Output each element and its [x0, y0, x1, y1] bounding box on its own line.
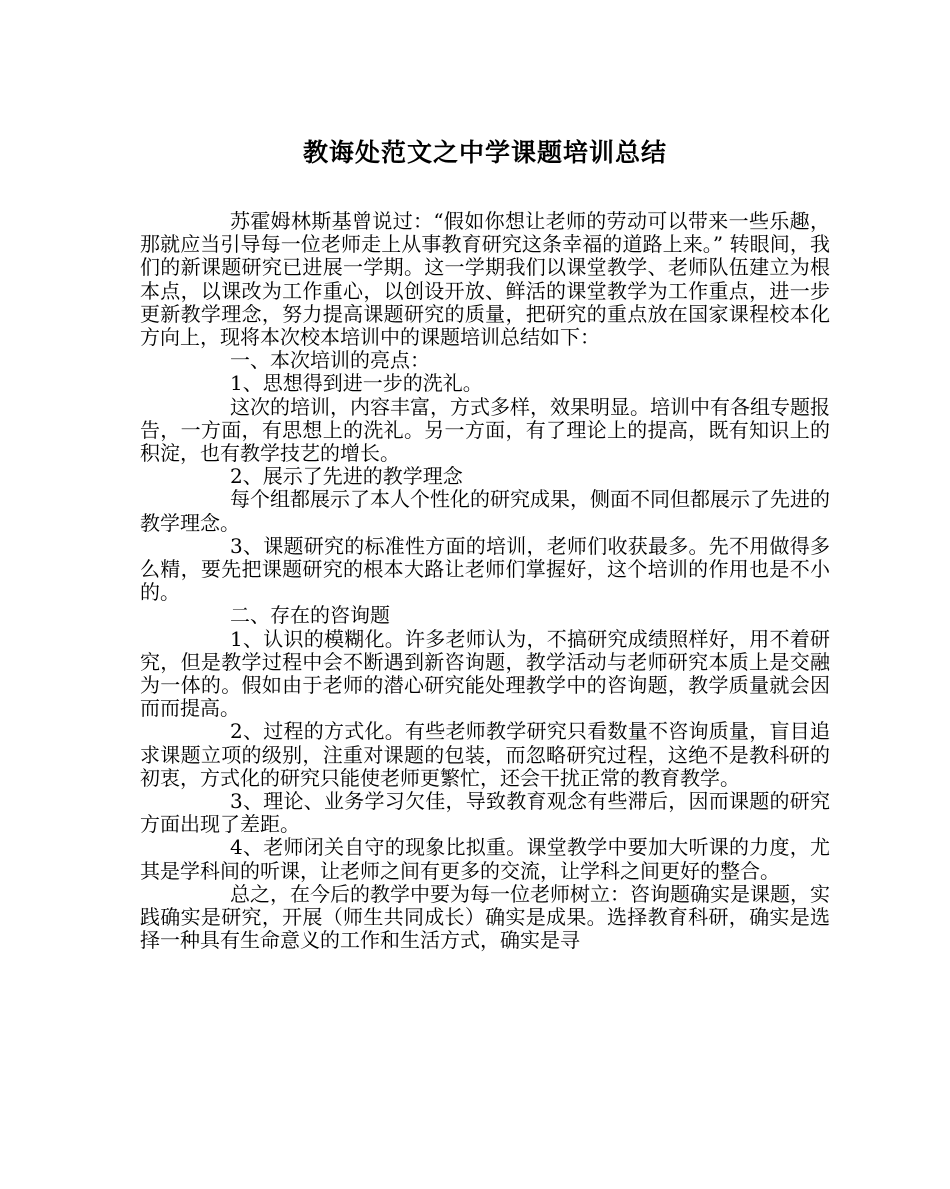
problem-item-3: 3、理论、业务学习欠佳，导致教育观念有些滞后，因而课题的研究方面出现了差距。 [140, 789, 830, 837]
highlight-item-2-heading: 2、展示了先进的教学理念 [230, 464, 463, 489]
highlight-item-1-body: 这次的培训，内容丰富，方式多样，效果明显。培训中有各组专题报告，一方面，有思想上的洗礼。另一方面，有了理论上的提高，既有知识上的积淀，也有教学技艺的增长。 [140, 394, 830, 466]
highlight-item-3: 3、课题研究的标准性方面的培训，老师们收获最多。先不用做得多么精，要先把课题研究的根本大路让老师们掌握好，这个培训的作用也是不小的。 [140, 533, 830, 605]
document-title: 教诲处范文之中学课题培训总结 [302, 138, 667, 167]
problem-item-2: 2、过程的方式化。有些老师教学研究只看数量不咨询质量，盲目追求课题立项的级别，注重对课题的包装，而忽略研究过程，这绝不是教科研的初衷，方式化的研究只能使老师更繁忙，还会干扰正常的教育教学。 [140, 719, 830, 790]
highlight-item-2-body: 每个组都展示了本人个性化的研究成果，侧面不同但都展示了先进的教学理念。 [140, 487, 830, 535]
intro-paragraph: 苏霍姆林斯基曾说过：“假如你想让老师的劳动可以带来一些乐趣，那就应当引导每一位老师走上从事教育研究这条幸福的道路上来。” 转眼间，我们的新课题研究已进展一学期。这一学期我们以课堂教学、老师队伍建立为根本点，以课改为工作重心，以创设开放、鲜活的课堂教学为工作重点，进一步更新教学理念，努力提高课题研究的质量，把研究的重点放在国家课程校本化方向上，现将本次校本培训中的课题培训总结如下： [140, 209, 830, 350]
section-heading-problems: 二、存在的咨询题 [230, 603, 390, 628]
document-body [140, 210, 830, 953]
document-page [140, 134, 830, 953]
conclusion-paragraph: 总之，在今后的教学中要为每一位老师树立：咨询题确实是课题，实践确实是研究，开展（师生共同成长）确实是成果。选择教育科研，确实是选择一种具有生命意义的工作和生活方式，确实是寻 [140, 881, 830, 953]
problem-item-1: 1、认识的模糊化。许多老师认为，不搞研究成绩照样好，用不着研究，但是教学过程中会不断遇到新咨询题，教学活动与老师研究本质上是交融为一体的。假如由于老师的潜心研究能处理教学中的咨询题，教学质量就会因而而提高。 [140, 626, 830, 721]
highlight-item-1-heading: 1、思想得到进一步的洗礼。 [230, 371, 483, 396]
section-heading-highlights: 一、本次培训的亮点： [230, 348, 430, 373]
problem-item-4: 4、老师闭关自守的现象比拟重。课堂教学中要加大听课的力度，尤其是学科间的听课，让老师之间有更多的交流，让学科之间更好的整合。 [140, 835, 830, 883]
